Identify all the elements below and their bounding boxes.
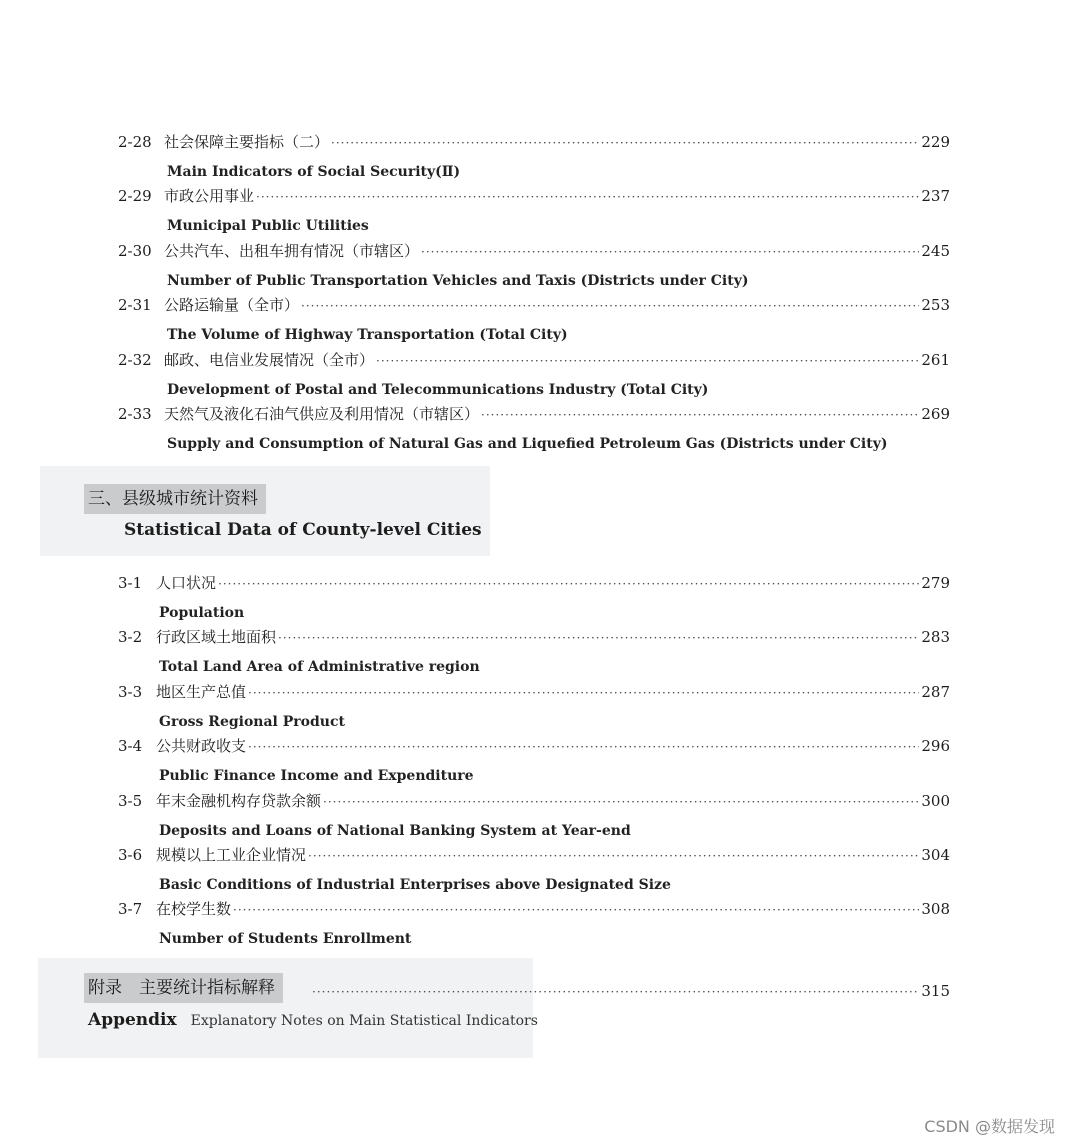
toc-entry-row[interactable]: [118, 845, 950, 866]
entry-title-zh: 行政区域土地面积: [156, 628, 277, 647]
entry-title-en: Population: [159, 605, 245, 621]
entry-number: 2-30: [118, 241, 152, 260]
entry-title-zh: 天然气及液化石油气供应及利用情况（市辖区）: [164, 405, 480, 423]
entry-title-zh: 社会保障主要指标（二）: [164, 133, 330, 151]
entry-title-en: Number of Public Transportation Vehicles and Taxis (Districts under City): [167, 272, 749, 289]
toc-entry-row[interactable]: [118, 736, 950, 757]
leader-dots: [233, 900, 919, 920]
entry-number: 2-28: [118, 133, 152, 151]
entry-number: 3-7: [118, 900, 143, 919]
appendix-page-number: 315: [921, 982, 950, 1000]
appendix-title-en-lead: Appendix: [88, 1010, 177, 1030]
leader-dots: [312, 982, 919, 1002]
appendix-title-en-rest: Explanatory Notes on Main Statistical Indicators: [190, 1013, 538, 1029]
entry-page-number: 304: [921, 846, 950, 864]
toc-entry-row[interactable]: [118, 899, 950, 920]
entry-title-zh: 规模以上工业企业情况: [156, 846, 307, 864]
entry-title-zh: 在校学生数: [156, 900, 232, 919]
entry-page-number: 287: [921, 682, 950, 701]
toc-entry-row[interactable]: [118, 404, 950, 425]
entry-title-en: Supply and Consumption of Natural Gas and Liquefied Petroleum Gas (Districts under City): [167, 436, 888, 452]
toc-entry-row[interactable]: [118, 573, 950, 594]
entry-page-number: 283: [921, 628, 950, 647]
leader-dots: [218, 574, 919, 594]
entry-title-zh: 公共财政收支: [156, 737, 247, 756]
entry-number: 3-6: [118, 846, 143, 864]
entry-page-number: 296: [921, 737, 950, 756]
leader-dots: [301, 296, 919, 316]
entry-title-en: Deposits and Loans of National Banking System at Year-end: [159, 822, 631, 839]
entry-title-en: Total Land Area of Administrative region: [159, 659, 480, 676]
toc-entry-row[interactable]: [118, 350, 950, 371]
appendix-leader-row[interactable]: [310, 981, 950, 1002]
entry-number: 3-5: [118, 791, 143, 810]
entry-page-number: 308: [921, 900, 950, 919]
entry-title-en: Development of Postal and Telecommunications Industry (Total City): [167, 381, 709, 398]
appendix-title-en: [88, 1010, 538, 1030]
entry-number: 2-33: [118, 405, 152, 423]
toc-entry-row[interactable]: [118, 295, 950, 316]
entry-page-number: 261: [921, 350, 950, 369]
entry-page-number: 245: [921, 241, 950, 260]
entry-title-zh: 公共汽车、出租车拥有情况（市辖区）: [164, 241, 420, 260]
entry-number: 3-2: [118, 628, 143, 647]
watermark-text: CSDN @数据发现: [924, 1117, 1055, 1136]
entry-title-en: Main Indicators of Social Security(Ⅱ): [167, 164, 461, 180]
toc-entry-row[interactable]: [118, 627, 950, 648]
toc-entry-row[interactable]: [118, 682, 950, 703]
leader-dots: [256, 187, 919, 207]
entry-title-zh: 人口状况: [156, 574, 217, 592]
leader-dots: [248, 737, 919, 757]
leader-dots: [481, 405, 919, 425]
toc-entry-row[interactable]: [118, 186, 950, 207]
entry-title-en: Gross Regional Product: [159, 713, 345, 730]
entry-page-number: 237: [921, 187, 950, 206]
entry-number: 3-1: [118, 574, 143, 592]
section-3-title-zh: 三、县级城市统计资料: [84, 484, 266, 514]
entry-page-number: 300: [921, 791, 950, 810]
leader-dots: [421, 242, 919, 262]
appendix-title-zh: 附录 主要统计指标解释: [84, 973, 283, 1003]
entry-title-zh: 公路运输量（全市）: [164, 296, 300, 315]
toc-entry-row[interactable]: [118, 791, 950, 812]
leader-dots: [278, 628, 919, 648]
entry-page-number: 279: [921, 574, 950, 592]
entry-title-en: Number of Students Enrollment: [159, 931, 412, 948]
entry-page-number: 253: [921, 296, 950, 315]
leader-dots: [248, 683, 919, 703]
toc-entry-row[interactable]: [118, 241, 950, 262]
entry-title-en: Basic Conditions of Industrial Enterprises above Designated Size: [159, 877, 671, 893]
entry-number: 3-4: [118, 737, 143, 756]
section-3-title-en: Statistical Data of County-level Cities: [124, 520, 482, 540]
entry-number: 3-3: [118, 682, 143, 701]
entry-title-en: Municipal Public Utilities: [167, 218, 369, 235]
entry-title-en: Public Finance Income and Expenditure: [159, 768, 474, 785]
leader-dots: [376, 351, 919, 371]
entry-page-number: 269: [921, 405, 950, 423]
entry-number: 2-32: [118, 350, 152, 369]
entry-title-zh: 地区生产总值: [156, 682, 247, 701]
leader-dots: [331, 133, 919, 153]
leader-dots: [308, 846, 919, 866]
entry-page-number: 229: [921, 133, 950, 151]
toc-entry-row[interactable]: [118, 132, 950, 153]
entry-number: 2-29: [118, 187, 152, 206]
entry-title-zh: 市政公用事业: [164, 187, 255, 206]
entry-title-zh: 年末金融机构存贷款余额: [156, 791, 322, 810]
entry-number: 2-31: [118, 296, 152, 315]
leader-dots: [323, 792, 919, 812]
entry-title-zh: 邮政、电信业发展情况（全市）: [164, 350, 375, 369]
entry-title-en: The Volume of Highway Transportation (Total City): [167, 327, 568, 344]
